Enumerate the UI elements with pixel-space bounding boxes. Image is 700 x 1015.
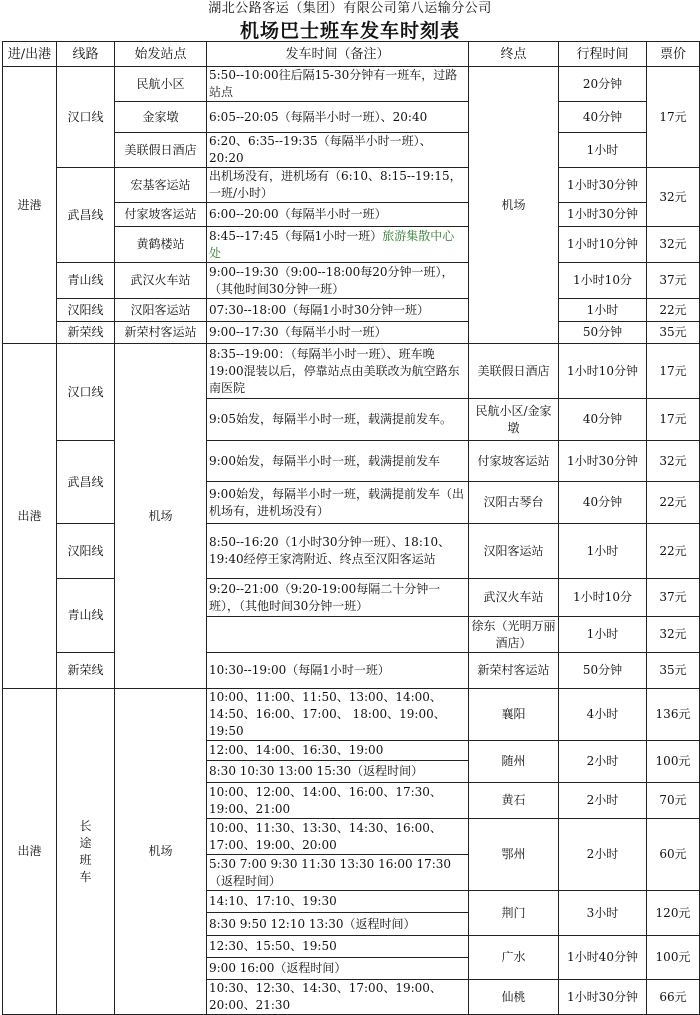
destination: 仙桃 (469, 980, 559, 1015)
table-row (3, 579, 700, 617)
price: 60元 (647, 819, 700, 891)
destination: 荆门 (469, 891, 559, 936)
destination: 鄂州 (469, 819, 559, 891)
departure-time: 9:05始发，每隔半小时一班，载满提前发车。 (207, 399, 469, 441)
col-header-origin: 始发站点 (115, 42, 207, 67)
col-header-direction: 进/出港 (3, 42, 57, 67)
duration: 1小时10分钟 (559, 344, 647, 399)
duration: 50分钟 (559, 322, 647, 344)
destination: 付家坡客运站 (469, 441, 559, 482)
departure-time: 10:30、12:30、14:30、17:00、19:00、20:00、21:30 (207, 980, 469, 1015)
origin-stop: 黄鹤楼站 (115, 227, 207, 263)
origin-airport: 机场 (115, 344, 207, 689)
price: 22元 (647, 524, 700, 579)
price: 120元 (647, 891, 700, 936)
departure-time: 9:20--21:00（9:20-19:00每隔二十分钟一班），（其他时间30分钟一班） (207, 579, 469, 617)
return-time: 9:00 16:00（返程时间） (207, 958, 469, 980)
duration: 4小时 (559, 689, 647, 741)
duration: 50分钟 (559, 653, 647, 689)
destination: 黄石 (469, 783, 559, 819)
line-hanyang-in: 汉阳线 (57, 299, 115, 322)
departure-time: 12:00、14:00、16:30、19:00 (207, 741, 469, 761)
duration: 1小时30分钟 (559, 168, 647, 203)
departure-time: 6:00--20:00（每隔半小时一班） (207, 203, 469, 227)
price: 17元 (647, 399, 700, 441)
schedule-table (2, 41, 700, 1015)
departure-time: 9:00始发，每隔半小时一班，载满提前发车 (207, 441, 469, 482)
origin-stop: 金家墩 (115, 102, 207, 133)
departure-time: 9:00--19:30（9:00--18:00每20分钟一班），（其他时间30分钟一班） (207, 263, 469, 299)
col-header-duration: 行程时间 (559, 42, 647, 67)
line-xinrong-in: 新荣线 (57, 322, 115, 344)
table-row (3, 322, 700, 344)
table-row (3, 299, 700, 322)
destination: 新荣村客运站 (469, 653, 559, 689)
table-row (3, 344, 700, 399)
line-long-distance (57, 689, 115, 1015)
line-xinrong-out: 新荣线 (57, 653, 115, 689)
destination: 民航小区/金家墩 (469, 399, 559, 441)
departure-time: 10:30--19:00（每隔1小时一班） (207, 653, 469, 689)
destination: 美联假日酒店 (469, 344, 559, 399)
origin-stop: 美联假日酒店 (115, 133, 207, 168)
table-row (3, 524, 700, 579)
duration: 20分钟 (559, 67, 647, 102)
return-time: 8:30 10:30 13:00 15:30（返程时间） (207, 761, 469, 783)
destination-airport: 机场 (469, 67, 559, 344)
line-wuchang-out: 武昌线 (57, 441, 115, 524)
duration: 1小时30分钟 (559, 441, 647, 482)
table-row (3, 168, 700, 203)
destination: 广水 (469, 936, 559, 980)
col-header-price: 票价 (647, 42, 700, 67)
departure-time-text: 8:45--17:45（每隔1小时一班） (209, 228, 383, 243)
duration: 40分钟 (559, 482, 647, 524)
departure-time: 9:00--17:30（每隔半小时一班） (207, 322, 469, 344)
return-time: 5:30 7:00 9:30 11:30 13:30 16:00 17:30（返程时间） (207, 855, 469, 891)
origin-airport-long: 机场 (115, 689, 207, 1015)
price: 66元 (647, 980, 700, 1015)
col-header-departure-time: 发车时间（备注） (207, 42, 469, 67)
line-qingshan-in: 青山线 (57, 263, 115, 299)
duration: 1小时 (559, 299, 647, 322)
duration: 2小时 (559, 783, 647, 819)
table-row (3, 67, 700, 102)
departure-time: 10:00、12:00、14:00、16:00、17:30、19:00、21:00 (207, 783, 469, 819)
duration: 2小时 (559, 741, 647, 783)
destination: 徐东（光明万丽酒店） (469, 617, 559, 653)
destination: 襄阳 (469, 689, 559, 741)
departure-time: 12:30、15:50、19:50 (207, 936, 469, 958)
col-header-destination: 终点 (469, 42, 559, 67)
duration: 40分钟 (559, 399, 647, 441)
departure-time: 8:35--19:00：（每隔半小时一班）、班车晚19:00混装以后，停靠站点由美联改为航空路东南医院 (207, 344, 469, 399)
destination: 汉阳古琴台 (469, 482, 559, 524)
line-hankou-in: 汉口线 (57, 67, 115, 168)
duration: 40分钟 (559, 102, 647, 133)
direction-long-out: 出港 (3, 689, 57, 1015)
price: 32元 (647, 441, 700, 482)
origin-stop: 汉阳客运站 (115, 299, 207, 322)
origin-stop: 新荣村客运站 (115, 322, 207, 344)
origin-stop: 武汉火车站 (115, 263, 207, 299)
duration: 1小时30分钟 (559, 203, 647, 227)
price: 100元 (647, 936, 700, 980)
line-hankou-out: 汉口线 (57, 344, 115, 441)
return-time: 8:30 9:50 12:10 13:30（返程时间） (207, 913, 469, 936)
destination: 武汉火车站 (469, 579, 559, 617)
line-qingshan-out: 青山线 (57, 579, 115, 653)
duration: 1小时10分 (559, 263, 647, 299)
table-row (3, 441, 700, 482)
table-row (3, 653, 700, 689)
col-header-line: 线路 (57, 42, 115, 67)
duration: 1小时 (559, 133, 647, 168)
duration: 1小时 (559, 617, 647, 653)
price: 70元 (647, 783, 700, 819)
departure-time: 8:50--16:20（1小时30分钟一班）、18:10、19:40经停王家湾附近、终点至汉阳客运站 (207, 524, 469, 579)
direction-in: 进港 (3, 67, 57, 344)
departure-time (207, 227, 469, 263)
duration: 1小时40分钟 (559, 936, 647, 980)
destination: 随州 (469, 741, 559, 783)
departure-time: 出机场没有，进机场有（6:10、8:15--19:15，一班/小时） (207, 168, 469, 203)
duration: 1小时10分 (559, 579, 647, 617)
departure-time: 5:50--10:00往后隔15-30分钟有一班车，过路站点 (207, 67, 469, 102)
departure-time: 07:30--18:00（每隔1小时30分钟一班） (207, 299, 469, 322)
price: 32元 (647, 168, 700, 227)
duration: 1小时30分钟 (559, 980, 647, 1015)
line-hanyang-out: 汉阳线 (57, 524, 115, 579)
departure-time: 10:00、11:00、11:50、13:00、14:00、14:50、16:00、17:00、 18:00、19:00、19:50 (207, 689, 469, 741)
price: 35元 (647, 322, 700, 344)
duration: 2小时 (559, 819, 647, 891)
departure-time: 6:20、6:35--19:35（每隔半小时一班）、20:20 (207, 133, 469, 168)
departure-time: 6:05--20:05（每隔半小时一班）、20:40 (207, 102, 469, 133)
price: 22元 (647, 482, 700, 524)
line-wuchang-in: 武昌线 (57, 168, 115, 263)
price: 32元 (647, 617, 700, 653)
departure-time: 9:00始发，每隔半小时一班，载满提前发车（出机场有，进机场没有） (207, 482, 469, 524)
departure-time: 10:00、11:30、13:30、14:30、16:00、17:00、19:00、20:00 (207, 819, 469, 855)
duration: 1小时10分钟 (559, 227, 647, 263)
company-name: 湖北公路客运（集团）有限公司第八运输分公司 (208, 1, 492, 16)
table-row (3, 263, 700, 299)
origin-stop: 民航小区 (115, 67, 207, 102)
price: 17元 (647, 344, 700, 399)
departure-time (207, 617, 469, 653)
long-distance-label: 长途班车 (79, 818, 92, 884)
price: 32元 (647, 227, 700, 263)
duration: 1小时 (559, 524, 647, 579)
origin-stop: 付家坡客运站 (115, 203, 207, 227)
duration: 3小时 (559, 891, 647, 936)
destination: 汉阳客运站 (469, 524, 559, 579)
price: 35元 (647, 653, 700, 689)
price: 22元 (647, 299, 700, 322)
price: 100元 (647, 741, 700, 783)
departure-time: 14:10、17:10、19:30 (207, 891, 469, 913)
table-row (3, 689, 700, 741)
origin-stop: 宏基客运站 (115, 168, 207, 203)
tourist-center-note: 旅游集散中心处 (209, 228, 455, 260)
price: 37元 (647, 263, 700, 299)
table-header-row (3, 42, 700, 67)
price: 37元 (647, 579, 700, 617)
page-title: 机场巴士班车发车时刻表 (239, 20, 460, 42)
price: 17元 (647, 67, 700, 168)
direction-out: 出港 (3, 344, 57, 689)
price: 136元 (647, 689, 700, 741)
